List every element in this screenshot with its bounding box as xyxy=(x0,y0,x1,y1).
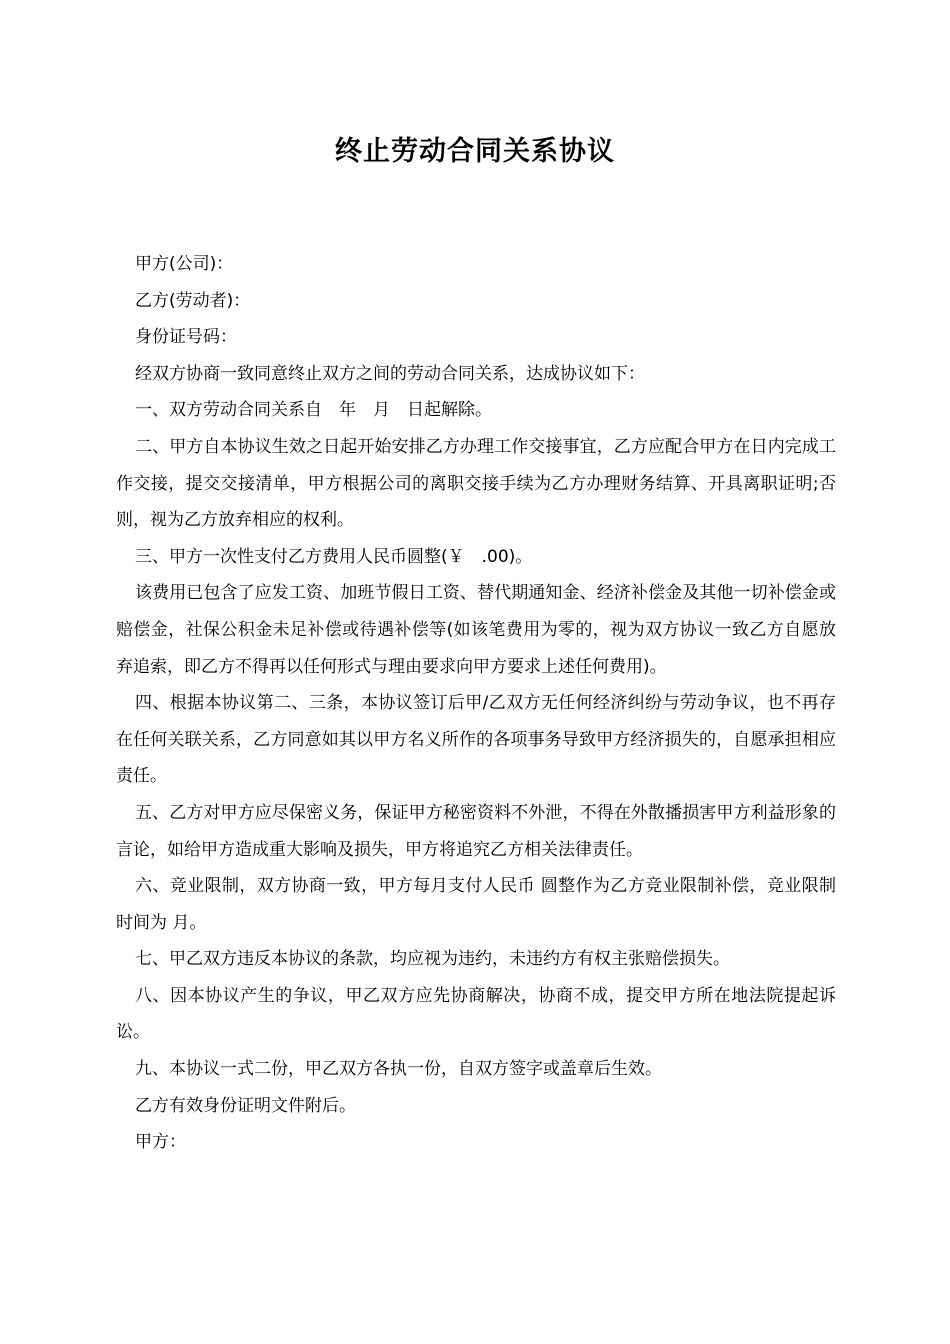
agreement-intro: 经双方协商一致同意终止双方之间的劳动合同关系，达成协议如下： xyxy=(135,363,645,384)
clause-5: 五、乙方对甲方应尽保密义务，保证甲方秘密资料不外泄，不得在外散播损害甲方利益形象的言论，如给甲方造成重大影响及损失，甲方将追究乙方相关法律责任。 xyxy=(116,802,836,860)
clause-9: 九、本协议一式二份，甲乙双方各执一份，自双方签字或盖章后生效。 xyxy=(135,1059,662,1080)
clause-7: 七、甲乙双方违反本协议的条款，均应视为违约，未违约方有权主张赔偿损失。 xyxy=(135,949,730,970)
attachment-note: 乙方有效身份证明文件附后。 xyxy=(135,1095,356,1116)
party-a-line: 甲方(公司)： xyxy=(135,254,234,274)
document-title: 终止劳动合同关系协议 xyxy=(335,136,615,167)
clause-3: 三、甲方一次性支付乙方费用人民币圆整(￥ .00)。 xyxy=(135,546,533,567)
clause-2: 二、甲方自本协议生效之日起开始安排乙方办理工作交接事宜，乙方应配合甲方在日内完成工作交接，提交交接清单，甲方根据公司的离职交接手续为乙方办理财务结算、开具离职证明;否则，视为乙方放弃相应的权利。 xyxy=(116,436,836,531)
id-number-line: 身份证号码： xyxy=(135,327,237,348)
clause-8: 八、因本协议产生的争议，甲乙双方应先协商解决，协商不成，提交甲方所在地法院提起诉讼。 xyxy=(116,985,836,1043)
clause-4: 四、根据本协议第二、三条，本协议签订后甲/乙双方无任何经济纠纷与劳动争议，也不再存在任何关联关系，乙方同意如其以甲方名义所作的各项事务导致甲方经济损失的，自愿承担相应责任。 xyxy=(116,693,836,787)
clause-6: 六、竞业限制，双方协商一致，甲方每月支付人民币 圆整作为乙方竞业限制补偿，竞业限制时间为 月。 xyxy=(116,876,836,933)
clause-3-detail: 该费用已包含了应发工资、加班节假日工资、替代期通知金、经济补偿金及其他一切补偿金或赔偿金，社保公积金未足补偿或待遇补偿等(如该笔费用为零的，视为双方协议一致乙方自愿放弃追索，即乙方不得再以任何形式与理由要求向甲方要求上述任何费用)。 xyxy=(116,583,836,677)
document-body xyxy=(116,246,836,1161)
party-b-line: 乙方(劳动者)： xyxy=(135,290,251,311)
clause-1: 一、双方劳动合同关系自 年 月 日起解除。 xyxy=(135,400,492,421)
signature-party-a: 甲方： xyxy=(135,1132,186,1153)
